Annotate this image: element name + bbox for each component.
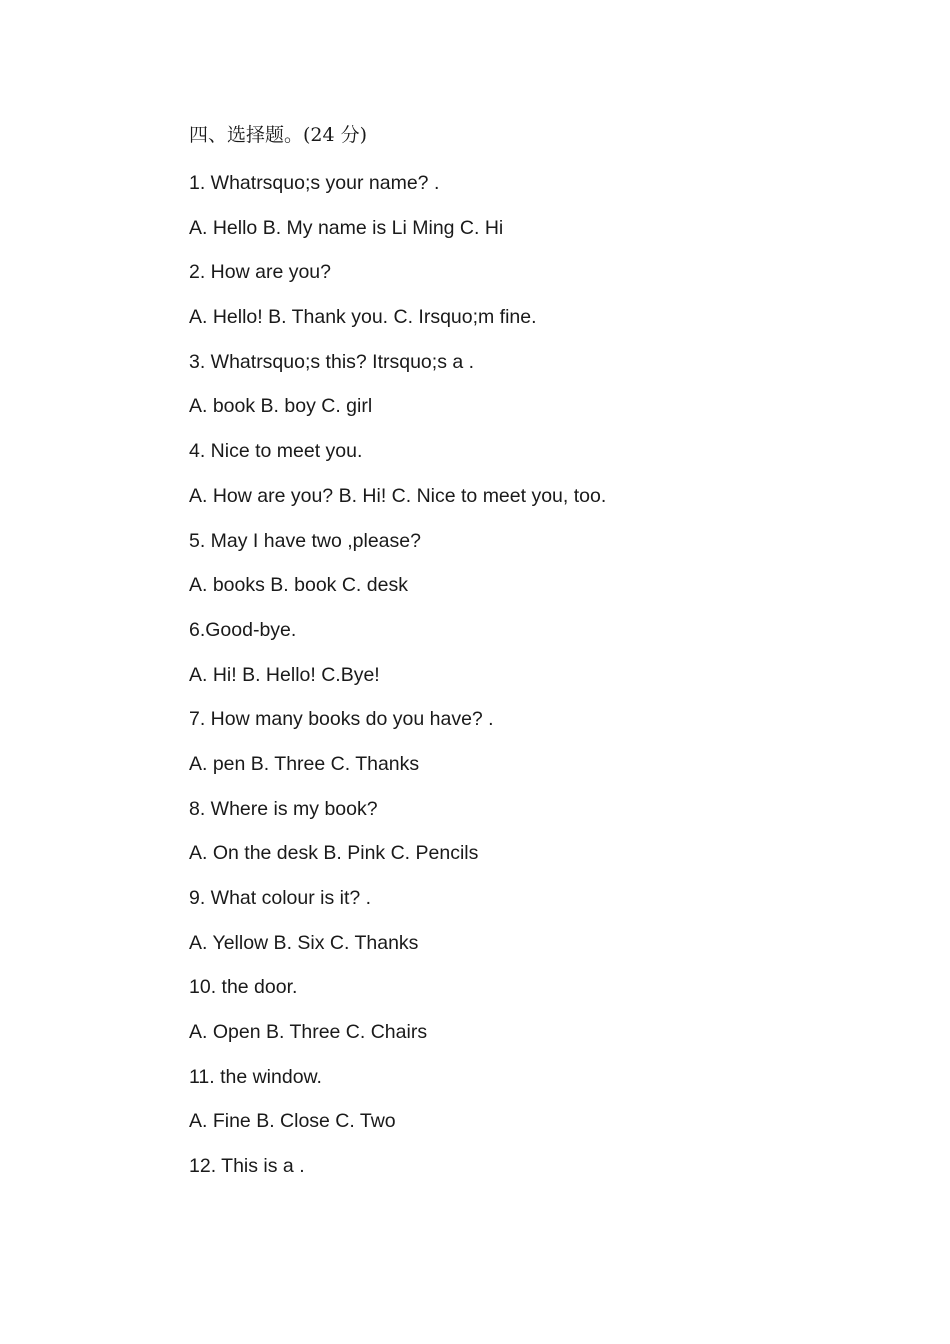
question-line: 9. What colour is it? . [189, 887, 372, 909]
question-line: 6.Good-bye. [189, 618, 297, 641]
question-line: 1. Whatrsquo;s your name? . [189, 172, 440, 194]
question-line: 5. May I have two ,please? [189, 529, 421, 552]
answer-options-line: A. On the desk B. Pink C. Pencils [189, 842, 479, 865]
answer-options-line: A. pen B. Three C. Thanks [189, 752, 420, 775]
question-line: 4. Nice to meet you. [189, 440, 363, 463]
answer-options-line: A. books B. book C. desk [189, 574, 408, 597]
question-line: 7. How many books do you have? . [189, 708, 494, 731]
question-line: 12. This is a . [189, 1155, 305, 1178]
answer-options-line: A. Hello B. My name is Li Ming C. Hi [189, 216, 504, 239]
answer-options-line: A. book B. boy C. girl [189, 395, 373, 418]
question-list [189, 170, 889, 1198]
question-line: 8. Where is my book? [189, 797, 378, 820]
answer-options-line: A. Fine B. Close C. Two [189, 1110, 396, 1133]
answer-options-line: A. Yellow B. Six C. Thanks [189, 931, 419, 954]
question-line: 3. Whatrsquo;s this? Itrsquo;s a . [189, 350, 475, 373]
question-line: 2. How are you? [189, 261, 331, 284]
answer-options-line: A. Hi! B. Hello! C.Bye! [189, 663, 380, 686]
section-heading: 四、选择题。(24 分) [189, 124, 368, 146]
answer-options-line: A. Hello! B. Thank you. C. Irsquo;m fine. [189, 306, 537, 329]
answer-options-line: A. Open B. Three C. Chairs [189, 1021, 428, 1044]
question-line: 11. the window. [189, 1065, 322, 1088]
question-line: 10. the door. [189, 976, 298, 999]
answer-options-line: A. How are you? B. Hi! C. Nice to meet you, too. [189, 484, 607, 507]
